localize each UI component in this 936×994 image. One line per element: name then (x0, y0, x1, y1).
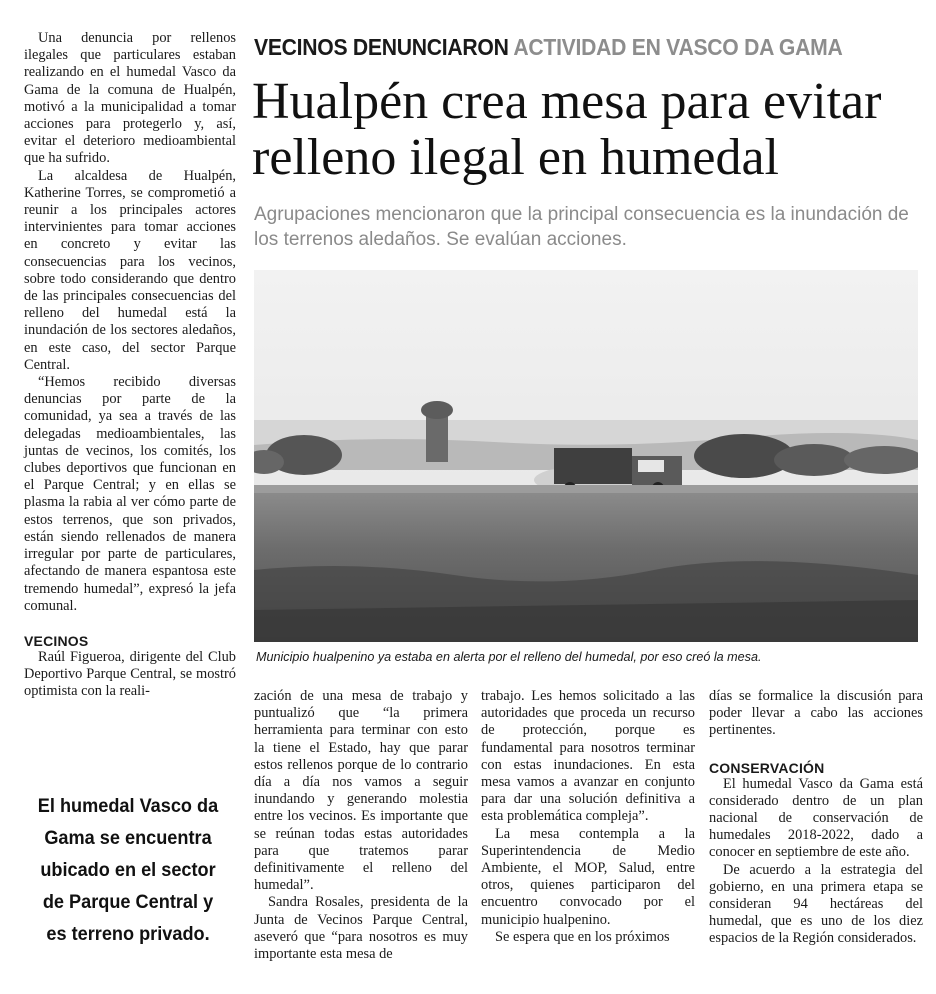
section-subhead-vecinos: VECINOS (24, 632, 89, 649)
body-paragraph: La mesa contempla a la Superintendencia de Medio Ambiente, el MOP, Salud, entre otros, quienes participaron del encuentro convocado por el municipio hualpenino. (481, 825, 695, 928)
kicker-secondary: ACTIVIDAD EN VASCO DA GAMA (513, 34, 843, 60)
kicker (254, 34, 842, 61)
body-paragraph: “Hemos recibido diversas denuncias por parte de la comunidad, ya sea a través de las delegadas medioambientales, las juntas de vecinos, los comités, los clubes deportivos que funcionan en el Parque Central; y en ellas se plasma la rabia al ver cómo parte de estos terrenos, que son privados, están siendo rellenados de manera irregular por parte de particulares, afectando de manera espantosa este tremendo humedal”, expresó la jefa comunal. (24, 374, 236, 614)
body-column-2 (254, 688, 468, 963)
body-column-4 (709, 688, 923, 948)
pull-quote: El humedal Vasco da Gama se encuentra ubicado en el sector de Parque Central y es terreno privado. (37, 795, 219, 945)
body-paragraph: La alcaldesa de Hualpén, Katherine Torres, se comprometió a reunir a los principales actores intervinientes para tomar acciones en concreto y evitar las consecuencias para los vecinos, sobre todo considerando que dentro de las principales consecuencias del relleno del humedal está la inundación de los sectores aledaños, en este caso, del sector Parque Central. (24, 167, 236, 373)
news-photo (254, 270, 918, 642)
body-paragraph: Se espera que en los próximos (495, 928, 670, 945)
body-paragraph: días se formalice la discusión para poder llevar a cabo las acciones pertinentes. (709, 688, 923, 739)
body-paragraph: Raúl Figueroa, dirigente del Club Deportivo Parque Central, se mostró optimista con la reali- (24, 648, 236, 700)
body-paragraph: Una denuncia por rellenos ilegales que particulares estaban realizando en el humedal Vasco da Gama de la comuna de Hualpén, motivó a la municipalidad a tomar acciones para protegerlo y, así, evitar el deterioro medioambiental que ha sufrido. (24, 30, 236, 167)
photo-caption: Municipio hualpenino ya estaba en alerta por el relleno del humedal, por eso creó la mesa. (256, 650, 762, 664)
body-paragraph: trabajo. Les hemos solicitado a las autoridades que proceda un recurso de protección, porque es fundamental para nosotros terminar con estas inundaciones. En esta mesa vamos a avanzar en conjunto para dar una solución definitiva a esta problemática compleja”. (481, 688, 695, 825)
kicker-primary: VECINOS DENUNCIARON (254, 34, 509, 60)
body-paragraph: El humedal Vasco da Gama está considerado dentro de un plan nacional de conservación de humedales 2018-2022, dado a conocer en septiembre de este año. (709, 775, 923, 861)
body-paragraph: De acuerdo a la estrategia del gobierno, en una primera etapa se consideran 94 hectáreas del humedal, que es uno de los diez espacios de la Región considerados. (709, 861, 923, 947)
section-subhead-conservacion: CONSERVACIÓN (709, 759, 825, 776)
deck-subtitle: Agrupaciones mencionaron que la principal consecuencia es la inundación de los terrenos aledaños. Se evalúan acciones. (254, 204, 909, 250)
body-paragraph: zación de una mesa de trabajo y puntualizó que “la primera herramienta para terminar con esto la tiene el Estado, hay que parar estos rellenos porque de lo contrario día a día nos vamos a seguir inundando y generando molestia entre los vecinos. Es importante que se reúnan todas estas autoridades para que tratemos parar definitivamente el relleno del humedal”. (254, 688, 468, 894)
body-paragraph: Sandra Rosales, presidenta de la Junta de Vecinos Parque Central, aseveró que “para nosotros es muy importante esta mesa de (254, 894, 468, 963)
left-column (24, 30, 236, 701)
headline: Hualpén crea mesa para evitar relleno ilegal en humedal (252, 73, 882, 186)
body-column-3 (481, 688, 695, 946)
